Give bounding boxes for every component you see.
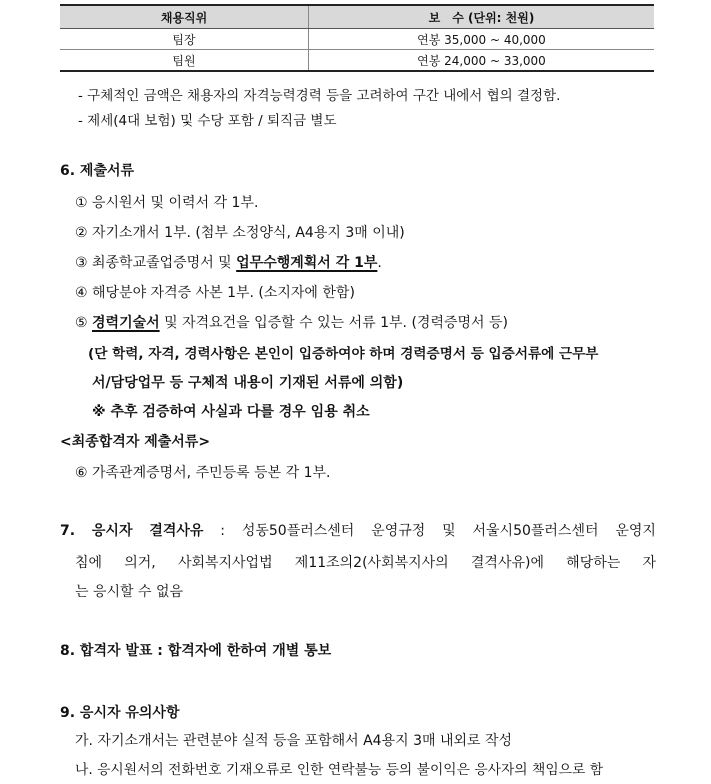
list-item (75, 252, 382, 274)
word: 해당하는 (566, 555, 621, 571)
word: 사회복지사업법 (177, 555, 273, 571)
header-salary: 보 수 (단위: 천원) (309, 5, 655, 29)
cell-position: 팀장 (60, 29, 309, 50)
header-position: 채용직위 (60, 5, 309, 29)
list-item: ② 자기소개서 1부. (첨부 소정양식, A4용지 3매 이내) (75, 225, 405, 241)
item-text: 및 자격요건을 입증할 수 있는 서류 1부. (경력증명서 등) (159, 315, 508, 331)
list-item: ⑥ 가족관계증명서, 주민등록 등본 각 1부. (75, 465, 331, 481)
list-item: 나. 응시원서의 전화번호 기재오류로 인한 연락불능 등의 불이익은 응사자의 책임으로 함 (75, 762, 604, 778)
cell-salary: 연봉 24,000 ~ 33,000 (309, 50, 655, 72)
section-heading: 6. 제출서류 (60, 163, 135, 179)
underlined-text: 경력기술서 (92, 315, 160, 331)
word: 성동50플러스센터 (241, 523, 355, 539)
word: 및 (442, 523, 456, 539)
word: 침에 (75, 555, 103, 571)
word: : (220, 523, 225, 539)
section-heading: 8. 합격자 발표 : 합격자에 한하여 개별 통보 (60, 643, 332, 659)
list-item: 가. 자기소개서는 관련분야 실적 등을 포함해서 A4용지 3매 내외로 작성 (75, 733, 513, 749)
word: 운영지 (615, 523, 656, 539)
item-text: . (377, 255, 382, 271)
note-text: (단 학력, 자격, 경력사항은 본인이 입증하여야 하며 경력증명서 등 입증서류에 근무부 (88, 346, 599, 362)
cell-position: 팀원 (60, 50, 309, 72)
note-text: 서/담당업무 등 구체적 내용이 기재된 서류에 의함) (92, 375, 404, 391)
underlined-text: 업무수행계획서 각 1부 (236, 255, 378, 271)
table-row (60, 50, 654, 72)
item-text: ③ 최종학교졸업증명서 및 (75, 255, 237, 271)
word: 7. (60, 523, 76, 539)
word: 의거, (124, 555, 156, 571)
warning-text: ※ 추후 검증하여 사실과 다를 경우 임용 취소 (92, 404, 370, 420)
word: 제11조의2(사회복지사의 (294, 555, 449, 571)
note-line: - 제세(4대 보험) 및 수당 포함 / 퇴직금 별도 (78, 113, 337, 129)
word: 자 (642, 555, 656, 571)
word: 결격사유 (149, 523, 204, 539)
word: 운영규정 (371, 523, 426, 539)
salary-table (60, 4, 654, 72)
cell-salary: 연봉 35,000 ~ 40,000 (309, 29, 655, 50)
section-7-line (75, 552, 656, 574)
table-row (60, 29, 654, 50)
note-line: - 구체적인 금액은 채용자의 자격능력경력 등을 고려하여 구간 내에서 협의 결정함. (78, 88, 561, 104)
word: 결격사유)에 (470, 555, 544, 571)
word: 응시자 (91, 523, 133, 539)
section-7-line (60, 520, 656, 542)
item-text: ⑤ (75, 315, 93, 331)
list-item: ④ 해당분야 자격증 사본 1부. (소지자에 한함) (75, 285, 355, 301)
section-heading: 9. 응시자 유의사항 (60, 705, 180, 721)
list-item: ① 응시원서 및 이력서 각 1부. (75, 195, 259, 211)
subheading: <최종합격자 제출서류> (60, 434, 211, 450)
word: 서울시50플러스센터 (472, 523, 599, 539)
table-header-row (60, 5, 654, 29)
list-item (75, 312, 508, 334)
section-7-line: 는 응시할 수 없음 (75, 584, 184, 600)
